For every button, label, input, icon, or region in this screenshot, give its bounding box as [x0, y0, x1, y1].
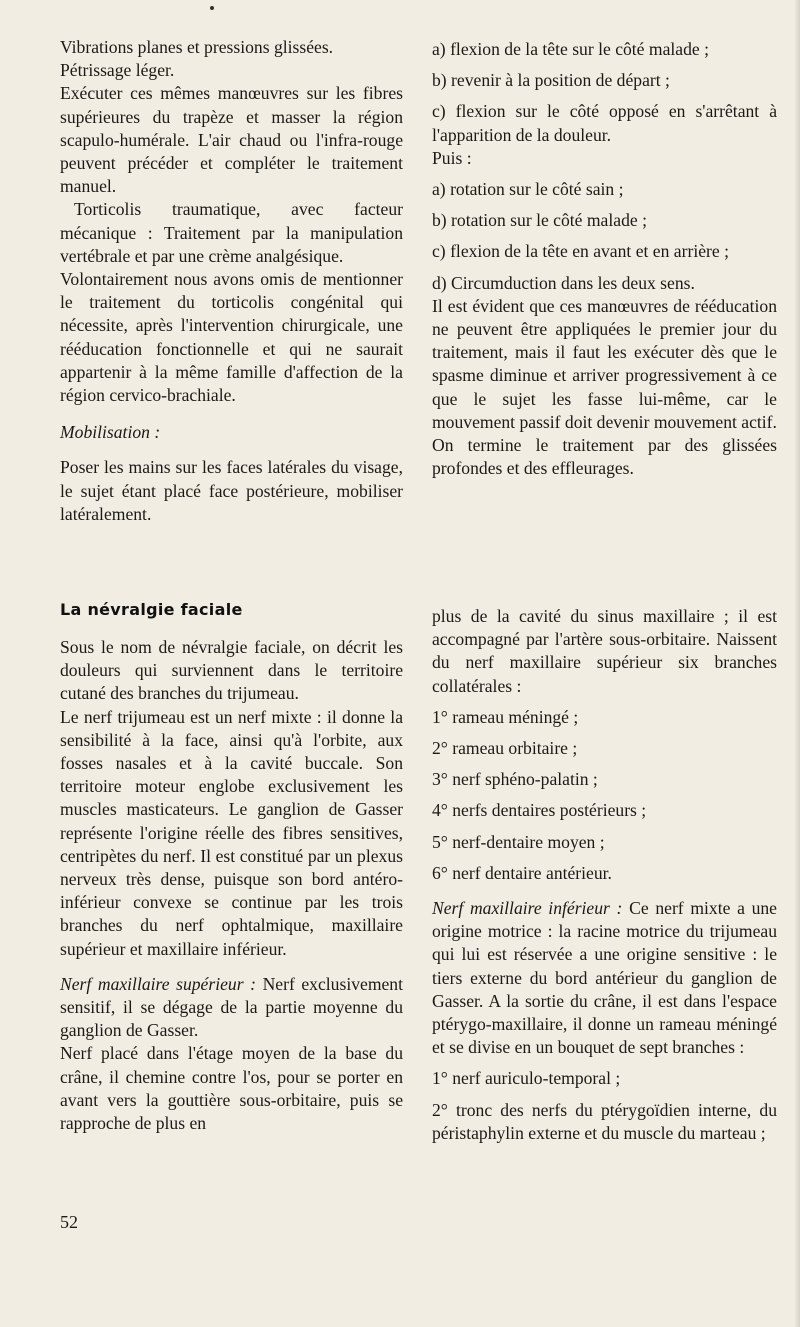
paragraph: Il est évident que ces manœuvres de rééducation ne peuvent être appliquées le premier jour du traitement, mais il faut les exécuter dès que le spasme diminue et arriver progressivement à ce que le sujet les fasse lui-même, car le mouvement passif doit devenir mouvement actif. — [432, 295, 777, 432]
paragraph: Torticolis traumatique, avec facteur mécanique : Traitement par la manipulation vertébrale et par une crème analgésique. — [60, 199, 403, 266]
left-column-top — [60, 36, 403, 526]
paragraph: Exécuter ces mêmes manœuvres sur les fibres supérieures du trapèze et masser la région scapulo-humérale. L'air chaud ou l'infra-rouge peuvent précéder et compléter le traitement manuel. — [60, 83, 403, 197]
list-item: 5° nerf-dentaire moyen ; — [432, 831, 605, 852]
page-number: 52 — [60, 1212, 78, 1232]
subheading-nerf-maxillaire-inferieur: Nerf maxillaire inférieur : — [432, 898, 623, 919]
list-item: a) flexion de la tête sur le côté malade ; — [432, 39, 709, 59]
paragraph: Nerf placé dans l'étage moyen de la base du crâne, il chemine contre l'os, pour se porter en avant vers la gouttière sous-orbitaire, puis se rapproche de plus en — [60, 1043, 403, 1134]
text-line: Pétrissage léger. — [60, 60, 175, 81]
list-item: c) flexion de la tête en avant et en arrière ; — [432, 241, 729, 262]
paragraph: Volontairement nous avons omis de mentionner le traitement du torticolis congénital qui nécessite, après l'intervention chirurgicale, une rééducation fonctionnelle et qui ne saurait appartenir à la même famille d'affection de la région cervico-brachiale. — [60, 269, 403, 406]
paragraph — [60, 973, 403, 1043]
list-item: a) rotation sur le côté sain ; — [432, 179, 624, 200]
paragraph: plus de la cavité du sinus maxillaire ; il est accompagné par l'artère sous-orbitaire. Naissent du nerf maxillaire supérieur six branches collatérales : — [432, 606, 777, 696]
list-item: 3° nerf sphéno-palatin ; — [432, 769, 598, 790]
list-item: 2° tronc des nerfs du ptérygoïdien interne, du péristaphylin externe et du muscle du marteau ; — [432, 1099, 777, 1143]
section-title: La névralgie faciale — [60, 600, 243, 619]
list-item: c) flexion sur le côté opposé en s'arrêtant à l'apparition de la douleur. — [432, 101, 777, 145]
paragraph-text: Ce nerf mixte a une origine motrice : la racine motrice du trijumeau qui lui est réservée a une origine sensitive : le tiers externe du bord antérieur du ganglion de Gasser. A la sortie du crâne, il est dans l'espace ptérygo-maxillaire, il donne un rameau méningé et se divise en un bouquet de sept branches : — [432, 898, 777, 1058]
page-edge-shadow — [794, 0, 800, 1327]
right-column-top — [432, 38, 777, 480]
list-item: d) Circumduction dans les deux sens. — [432, 272, 695, 293]
list-item: b) revenir à la position de départ ; — [432, 70, 670, 91]
paragraph: On termine le traitement par des glissées profondes et des effleurages. — [432, 435, 777, 479]
print-dot — [210, 6, 214, 10]
text-line: Vibrations planes et pressions glissées. — [60, 37, 334, 57]
text-line: Puis : — [432, 147, 472, 168]
paragraph — [432, 897, 777, 1059]
list-item: 4° nerfs dentaires postérieurs ; — [432, 800, 647, 821]
subheading-nerf-maxillaire-superieur: Nerf maxillaire supérieur : — [60, 973, 256, 994]
paragraph: Poser les mains sur les faces latérales du visage, le sujet étant placé face postérieure, mobiliser latéralement. — [60, 457, 403, 524]
paragraph-text: Nerf exclusivement sensitif, il se dégage de la partie moyenne du ganglion de Gasser. — [60, 973, 403, 1041]
list-item: 1° nerf auriculo-temporal ; — [432, 1068, 621, 1089]
paragraph: Sous le nom de névralgie faciale, on décrit les douleurs qui surviennent dans le territoire cutané des branches du trijumeau. — [60, 637, 403, 704]
list-item: 2° rameau orbitaire ; — [432, 738, 578, 759]
right-column-bottom — [432, 605, 777, 1145]
paragraph: Le nerf trijumeau est un nerf mixte : il donne la sensibilité à la face, ainsi qu'à l'orbite, aux fosses nasales et à la cavité buccale. Son territoire moteur englobe exclusivement les muscles masticateurs. Le ganglion de Gasser représente l'origine réelle des fibres sensitives, centripètes du nerf. Il est constitué par un plexus nerveux très dense, puisque son bord antéro-inférieur convexe se continue par les trois branches du nerf ophtalmique, maxillaire supérieur et maxillaire inférieur. — [60, 706, 403, 959]
subheading-mobilisation: Mobilisation : — [60, 422, 161, 443]
list-item: 6° nerf dentaire antérieur. — [432, 862, 612, 883]
list-item: 1° rameau méningé ; — [432, 706, 579, 727]
list-item: b) rotation sur le côté malade ; — [432, 210, 647, 231]
left-column-bottom — [60, 636, 403, 1135]
